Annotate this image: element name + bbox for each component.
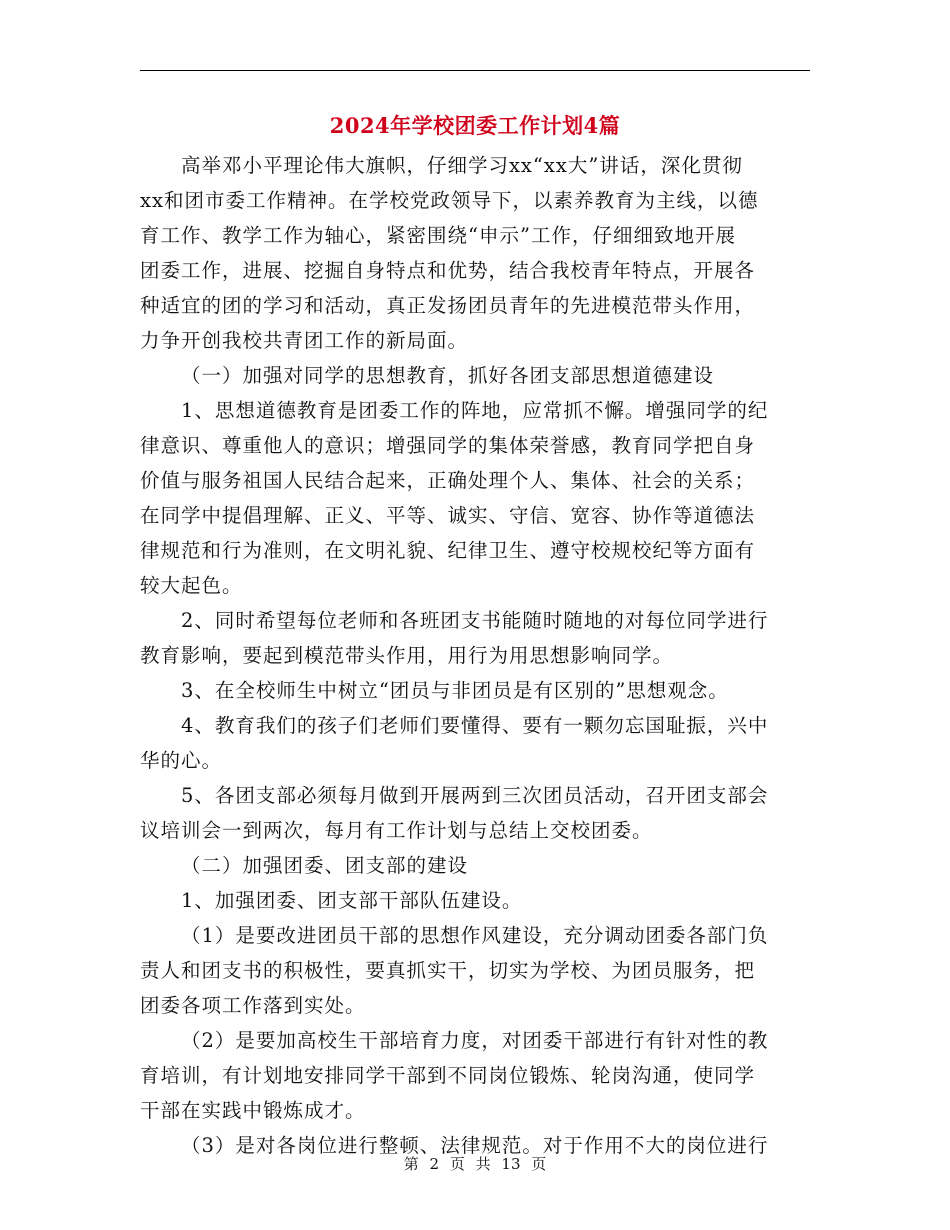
document-body: [140, 148, 810, 1163]
text-line: 5、各团支部必须每月做到开展两到三次团员活动，召开团支部会: [180, 784, 769, 807]
text-line: 力争开创我校共青团工作的新局面。: [140, 329, 469, 352]
text-line: 在同学中提倡理解、正义、平等、诚实、守信、宽容、协作等道德法: [140, 504, 756, 527]
footer-page-suffix: 页: [449, 1155, 465, 1173]
text-line: 律意识、尊重他人的意识；增强同学的集体荣誉感，教育同学把自身: [140, 434, 756, 457]
text-line: 3、在全校师生中树立“团员与非团员是有区别的”思想观念。: [180, 679, 729, 702]
text-line: 团委工作，进展、挖掘自身特点和优势，结合我校青年特点，开展各: [140, 259, 756, 282]
document-title: 2024年学校团委工作计划4篇: [329, 113, 621, 138]
text-line: 育工作、教学工作为轴心，紧密围绕“申示”工作，仔细细致地开展: [140, 224, 736, 247]
header-rule: [140, 70, 810, 71]
text-line: 育培训，有计划地安排同学干部到不同岗位锻炼、轮岗沟通，使同学: [140, 1064, 756, 1087]
footer-total-pages: 13: [501, 1155, 521, 1173]
text-line: （3）是对各岗位进行整顿、法律规范。对于作用不大的岗位进行: [180, 1134, 769, 1157]
text-line: 1、加强团委、团支部干部队伍建设。: [180, 889, 523, 912]
text-line: 4、教育我们的孩子们老师们要懂得、要有一颗勿忘国耻振，兴中: [180, 714, 769, 737]
text-line: （一）加强对同学的思想教育，抓好各团支部思想道德建设: [180, 364, 714, 387]
text-line: （1）是要改进团员干部的思想作风建设，充分调动团委各部门负: [180, 924, 769, 947]
page-footer: [140, 1153, 810, 1174]
footer-total-label: 共: [475, 1155, 491, 1173]
text-line: （2）是要加高校生干部培育力度，对团委干部进行有针对性的教: [180, 1029, 769, 1052]
text-line: 教育影响，要起到模范带头作用，用行为用思想影响同学。: [140, 644, 674, 667]
footer-total-suffix: 页: [531, 1155, 547, 1173]
text-line: 1、思想道德教育是团委工作的阵地，应常抓不懈。增强同学的纪: [180, 399, 769, 422]
text-line: 种适宜的团的学习和活动，真正发扬团员青年的先进模范带头作用，: [140, 294, 756, 317]
text-line: 2、同时希望每位老师和各班团支书能随时随地的对每位同学进行: [180, 609, 769, 632]
text-line: 团委各项工作落到实处。: [140, 994, 366, 1017]
text-line: 较大起色。: [140, 574, 243, 597]
text-line: （二）加强团委、团支部的建设: [180, 854, 468, 877]
text-line: 华的心。: [140, 749, 223, 772]
text-line: 高举邓小平理论伟大旗帜，仔细学习xx“xx大”讲话，深化贯彻: [180, 154, 743, 177]
text-line: 责人和团支书的积极性，要真抓实干，切实为学校、为团员服务，把: [140, 959, 756, 982]
text-line: 律规范和行为准则，在文明礼貌、纪律卫生、遵守校规校纪等方面有: [140, 539, 756, 562]
text-line: 价值与服务祖国人民结合起来，正确处理个人、集体、社会的关系；: [140, 469, 756, 492]
text-line: 议培训会一到两次，每月有工作计划与总结上交校团委。: [140, 819, 653, 842]
text-line: 干部在实践中锻炼成才。: [140, 1099, 366, 1122]
footer-page-prefix: 第: [403, 1155, 419, 1173]
text-line: xx和团市委工作精神。在学校党政领导下，以素养教育为主线，以德: [140, 189, 759, 212]
footer-page-number: 2: [429, 1155, 440, 1173]
